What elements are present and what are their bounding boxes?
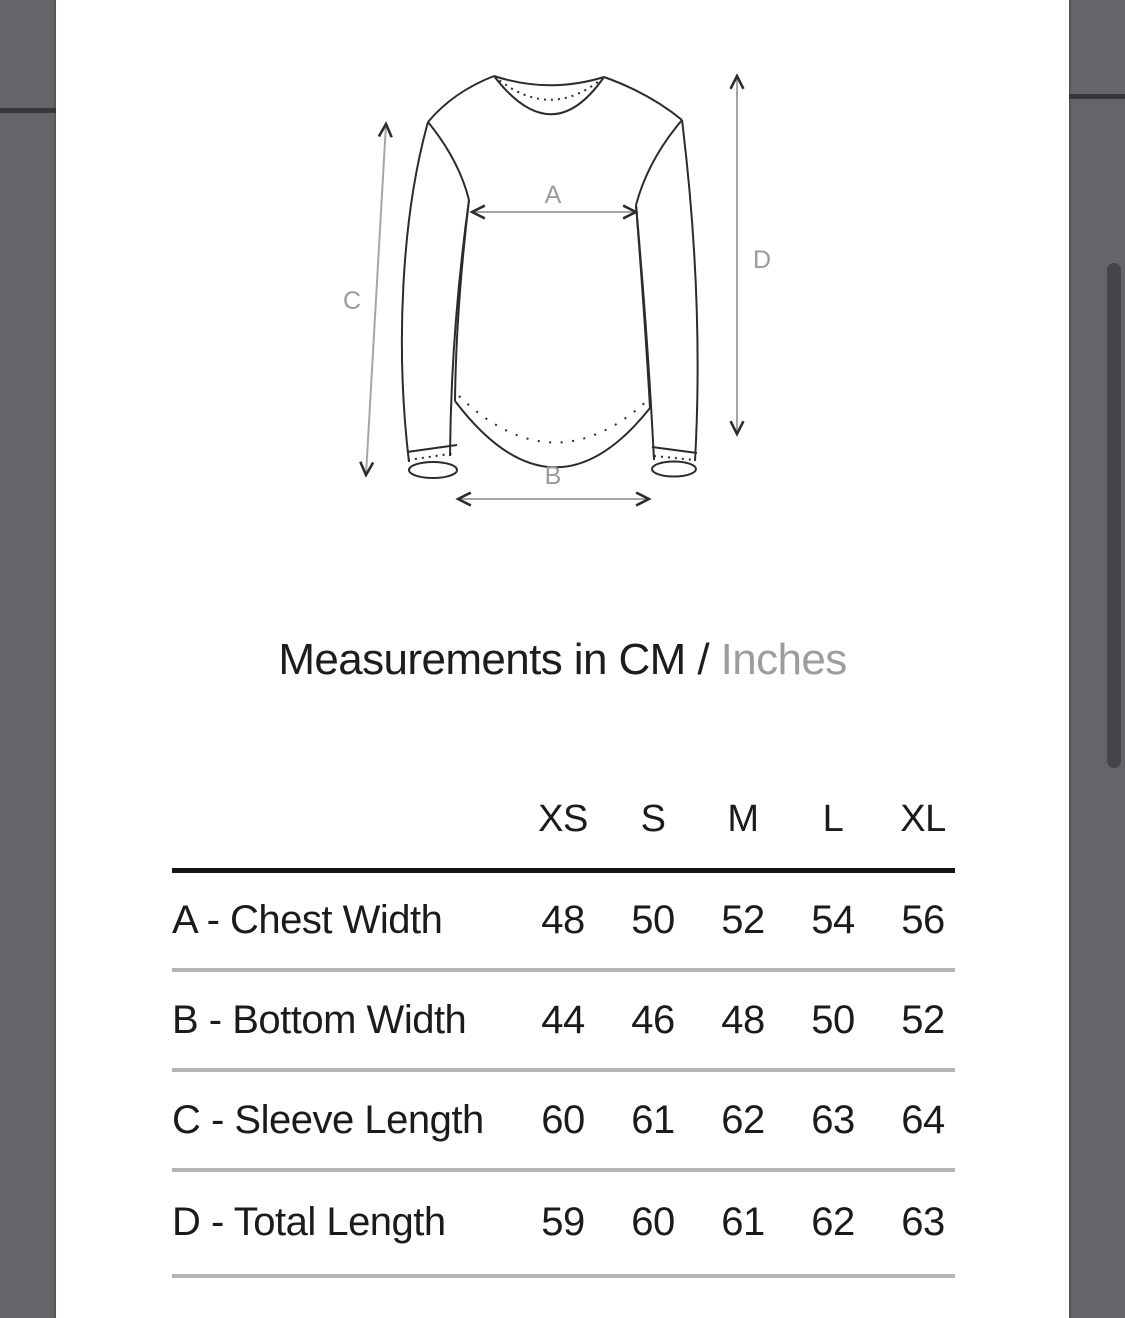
size-col-l: L <box>822 797 844 840</box>
size-col-s: S <box>640 797 666 840</box>
row-label: B - Bottom Width <box>172 998 467 1042</box>
table-row-total-length <box>172 1175 968 1270</box>
cell-value: 63 <box>811 1098 855 1142</box>
cell-value: 52 <box>901 998 945 1042</box>
size-table-header <box>172 794 968 844</box>
cell-value: 46 <box>631 998 675 1042</box>
table-row-chest-width <box>172 873 968 968</box>
cell-value: 50 <box>631 898 675 942</box>
sweater-diagram <box>280 40 840 540</box>
measurements-title-main: Measurements in CM / <box>278 635 709 684</box>
row-label: A - Chest Width <box>172 898 443 942</box>
cell-value: 63 <box>901 1200 945 1244</box>
row-label: C - Sleeve Length <box>172 1098 484 1142</box>
cell-value: 62 <box>811 1200 855 1244</box>
cell-value: 62 <box>721 1098 765 1142</box>
cell-value: 56 <box>901 898 945 942</box>
row-separator <box>172 1068 955 1072</box>
row-separator <box>172 1274 955 1278</box>
cell-value: 48 <box>721 998 765 1042</box>
scrollbar-thumb[interactable] <box>1107 263 1121 768</box>
cell-value: 52 <box>721 898 765 942</box>
table-row-sleeve-length <box>172 1073 968 1168</box>
cell-value: 59 <box>541 1200 585 1244</box>
size-col-m: M <box>727 797 759 840</box>
diagram-label-a: A <box>544 181 562 209</box>
cell-value: 54 <box>811 898 855 942</box>
measurements-title-unit-toggle <box>709 635 847 684</box>
unit-inches-label: Inches <box>720 635 847 684</box>
diagram-label-d: D <box>752 246 772 274</box>
cell-value: 50 <box>811 998 855 1042</box>
cell-value: 64 <box>901 1098 945 1142</box>
table-row-bottom-width <box>172 973 968 1068</box>
arrow-c-sleeve <box>366 124 386 475</box>
left-cuff-ribbing <box>408 453 456 460</box>
measurements-title <box>56 634 1069 686</box>
row-separator <box>172 1168 955 1172</box>
cell-value: 61 <box>631 1098 675 1142</box>
right-sleeve-outer <box>682 120 698 461</box>
right-cuff-opening <box>652 462 696 477</box>
diagram-label-c: C <box>342 287 362 315</box>
row-separator <box>172 968 955 972</box>
left-cuff-opening <box>409 462 457 478</box>
backdrop-right-divider <box>1069 94 1125 99</box>
cell-value: 48 <box>541 898 585 942</box>
size-col-xl: XL <box>900 797 946 840</box>
right-cuff-ribbing <box>654 456 695 460</box>
row-label: D - Total Length <box>172 1200 446 1244</box>
cell-value: 60 <box>541 1098 585 1142</box>
left-shoulder <box>428 76 494 122</box>
right-cuff-top <box>652 447 697 453</box>
backdrop-left-divider <box>0 108 56 113</box>
size-col-xs: XS <box>538 797 588 840</box>
backdrop-left-band <box>0 0 56 1318</box>
cell-value: 60 <box>631 1200 675 1244</box>
right-armhole-seam <box>636 120 682 205</box>
left-sleeve-outer <box>402 122 428 462</box>
cell-value: 44 <box>541 998 585 1042</box>
diagram-label-b: B <box>544 462 562 490</box>
right-shoulder <box>604 77 682 120</box>
left-armhole-seam <box>428 122 469 200</box>
cell-value: 61 <box>721 1200 765 1244</box>
